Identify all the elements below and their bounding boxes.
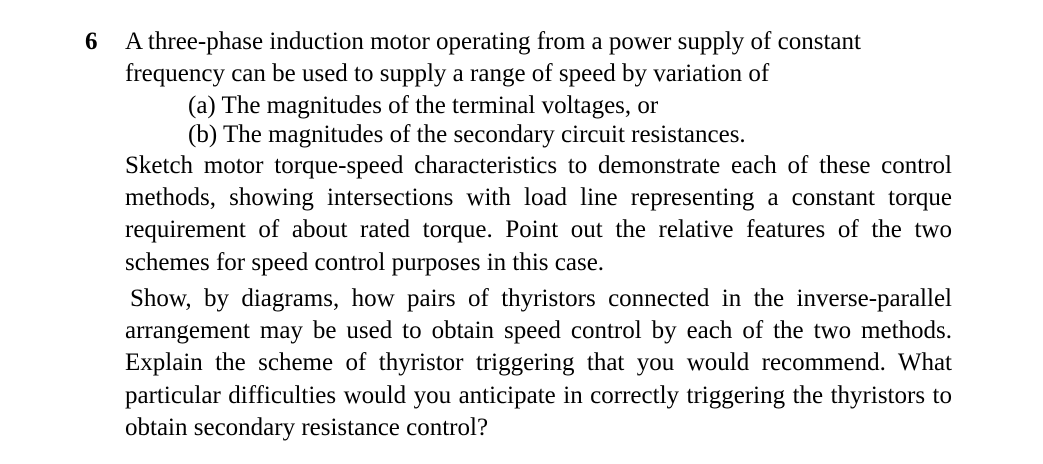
option-b: (b) The magnitudes of the secondary circuit resistances. (188, 121, 746, 148)
question-intro: A three-phase induction motor operating from a power supply of constant frequency can be used to supply a range of speed by variation of (125, 28, 861, 87)
question-number: 6 (85, 28, 98, 55)
thyristor-diagram-paragraph: Show, by diagrams, how pairs of thyristors connected in the inverse-parallel arrangement may be used to obtain speed control by each of the two methods. Explain the scheme of thyristor triggering that you would recommend. What particular difficulties would you anticipate in correctly triggering the thyristors to obtain secondary resistance control? (125, 285, 952, 441)
sketch-instructions-paragraph: Sketch motor torque-speed characteristics to demonstrate each of these control methods, showing intersections with load line representing a constant torque requirement of about rated torque. Point out the relative features of the two schemes for speed control purposes in this case. (125, 152, 952, 276)
option-a: (a) The magnitudes of the terminal voltages, or (188, 92, 659, 119)
